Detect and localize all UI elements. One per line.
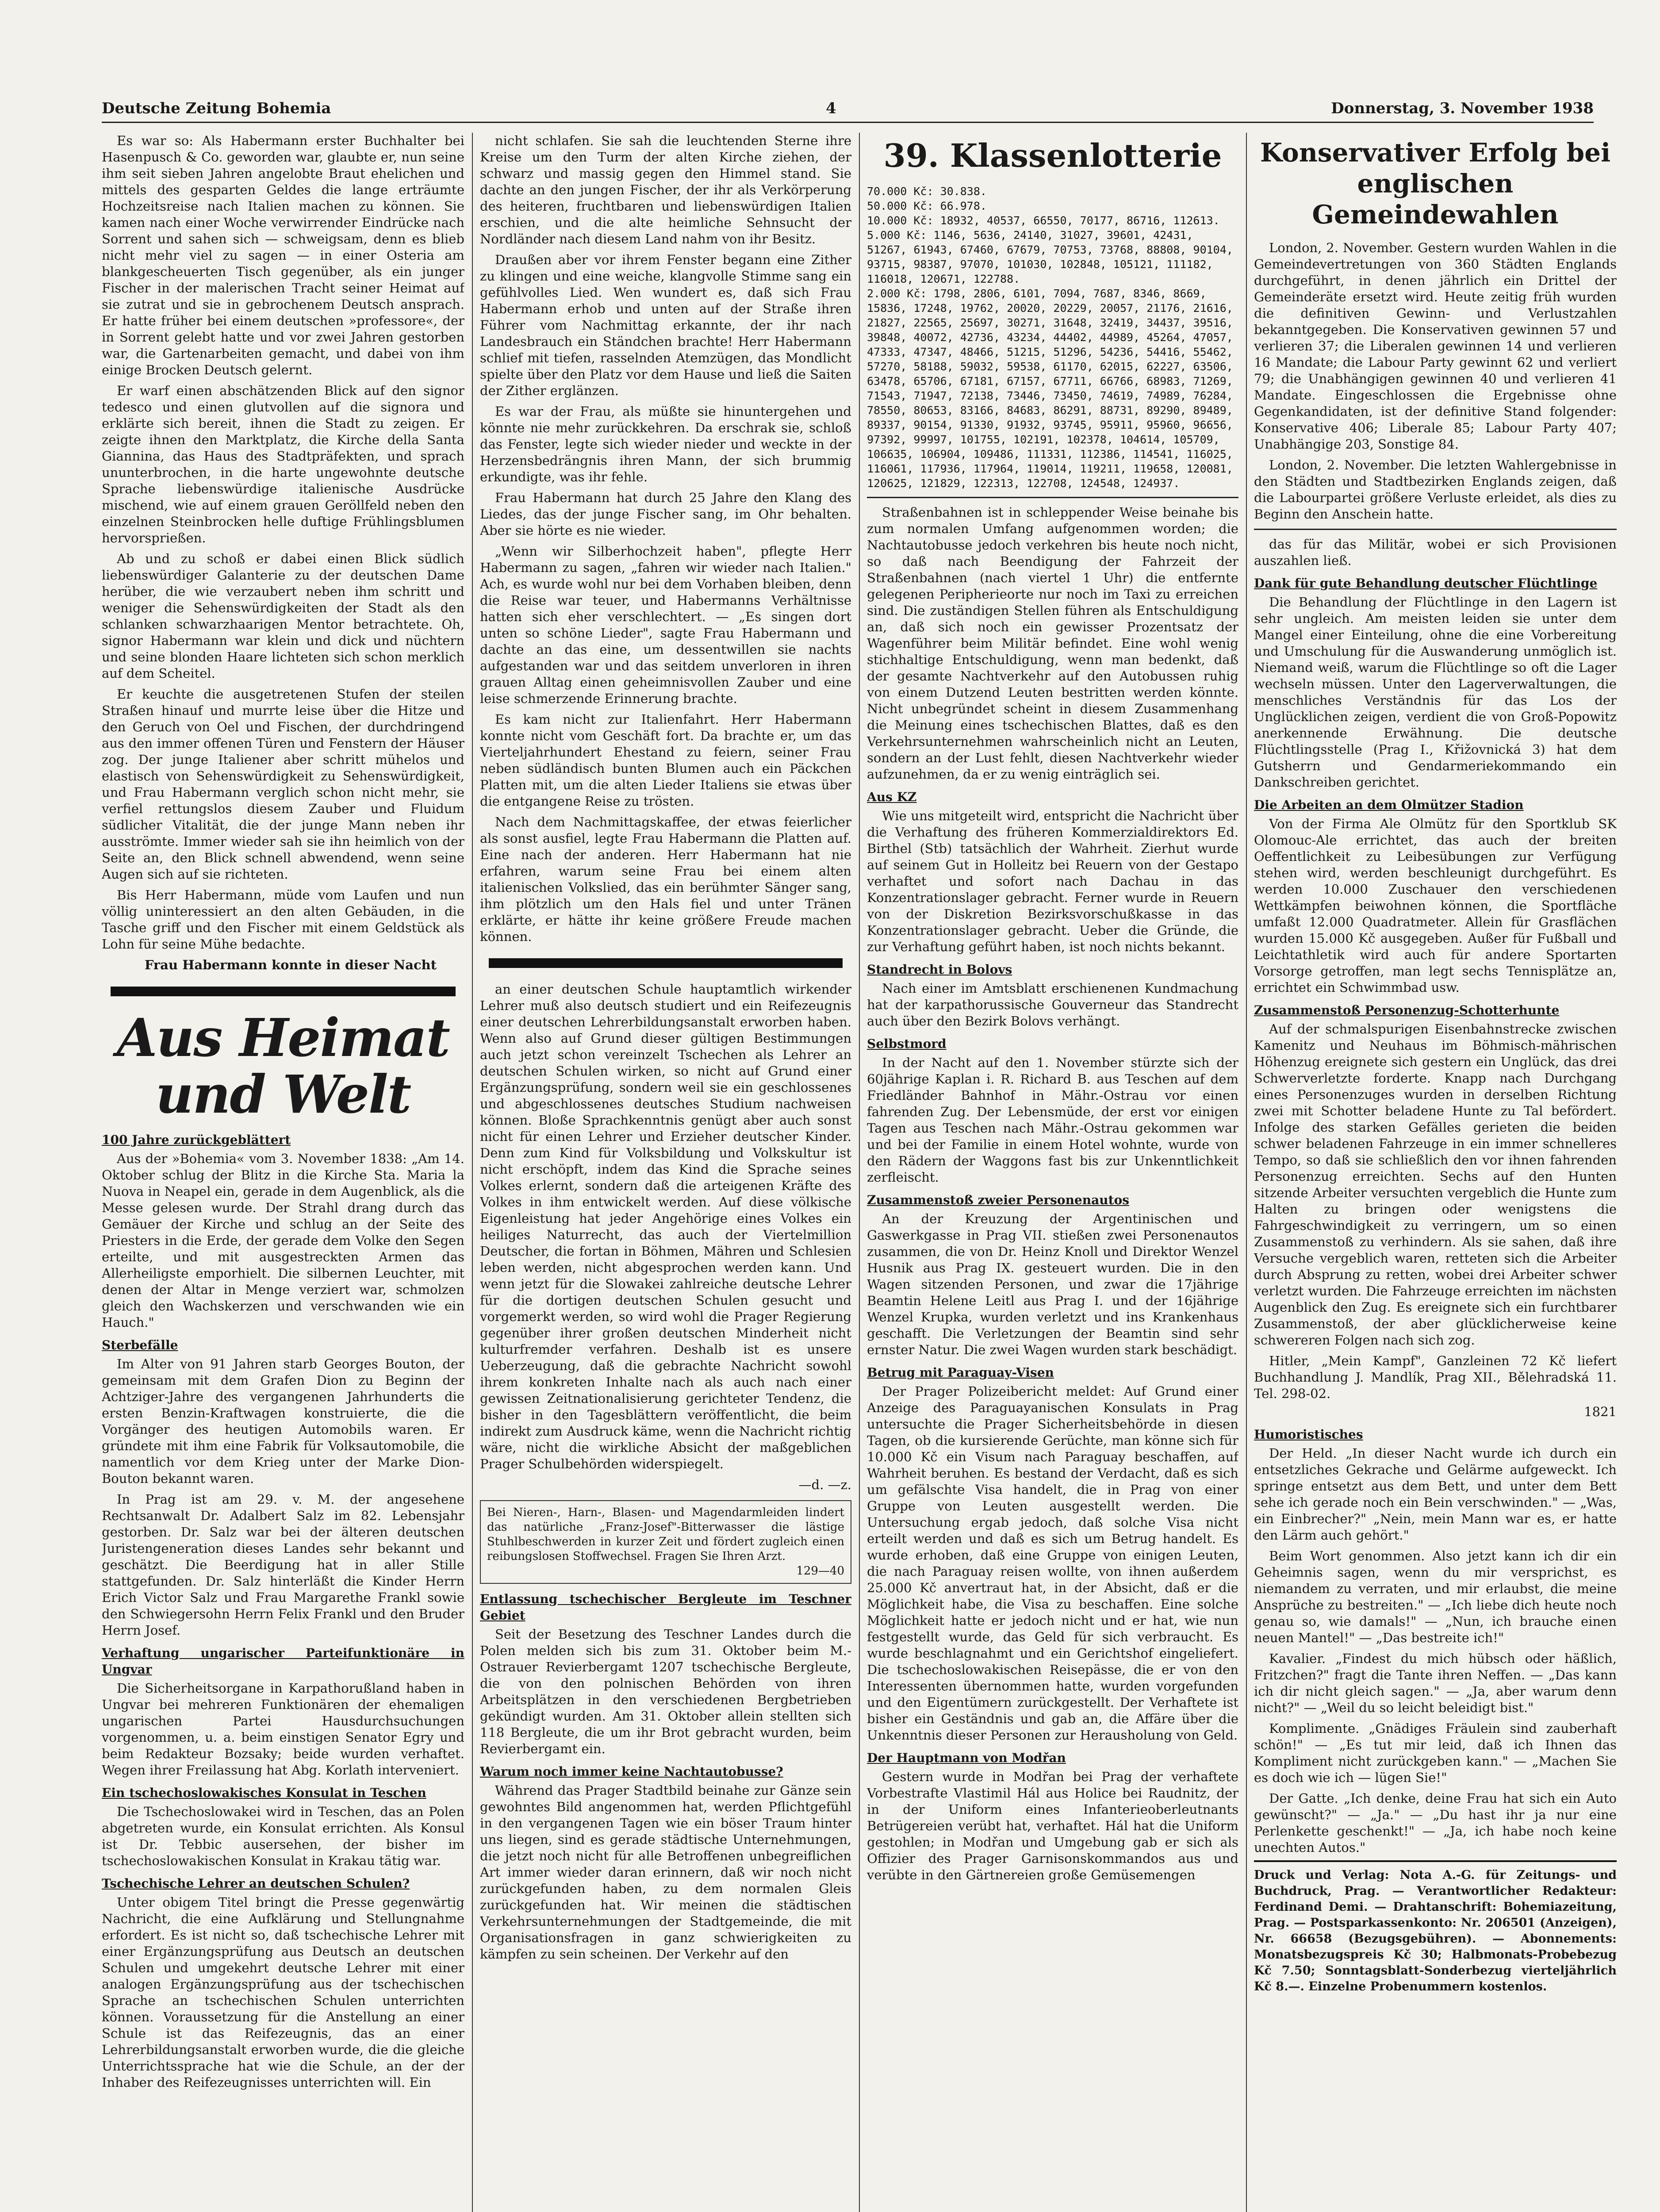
lottery-row: 5.000 Kč: 1146, 5636, 24140, 31027, 39601, 42431, 51267, 61943, 67460, 67679, 70753, 73768, 88808, 90104, 93715, 98387, 97070, 101030, 102848, 105121, 111182, 116018, 120671, 122788. (867, 229, 1233, 285)
article-text: Aus der »Bohemia« vom 3. November 1838: „Am 14. Oktober schlug der Blitz in die Kirche Sta. Maria la Nuova in Neapel ein, gerade in dem Augenblick, als die Messe gelesen wurde. Der Strahl drang durch das Gemäuer der Kirche und schlug an der Seite des Priesters in die Erde, der gerade dem Volke den Segen erteilte, und mit ausgestreckten Armen das Allerheiligste emporhielt. Die silbernen Leuchter, mit denen der Altar in Menge verziert war, schmolzen gleich den Wachskerzen und verschwanden wie ein Hauch." (102, 1151, 464, 1330)
article-subhead: Warum noch immer keine Nachtautobusse? (480, 1764, 783, 1779)
article-subhead: Zusammenstoß Personenzug-Schotterhunte (1254, 1003, 1560, 1018)
article-subhead: Aus KZ (867, 790, 917, 804)
article-subhead: Zusammenstoß zweier Personenautos (867, 1193, 1130, 1207)
article-subhead: Verhaftung ungarischer Parteifunktionäre in Ungvar (102, 1646, 464, 1677)
article-text: Unter obigem Titel bringt die Presse gegenwärtig Nachricht, die eine Aufklärung und Stellungnahme erfordert. Es ist nicht so, daß tschechische Lehrer mit einer Ergänzungsprüfung aus Deutsch an deutschen Schulen und umgekehrt deutsche Lehrer mit einer analogen Ergänzungsprüfung aus der tschechischen Sprache an tschechischen Schulen unterrichten können. Voraussetzung für die Anstellung an einer Schule ist das Reifezeugnis, das an einer Lehrerbildungsanstalt erworben wurde, die die gleiche Unterrichtssprache hat wie die Schule, an der der Inhaber des Reifezeugnisses unterrichten will. Ein (102, 1895, 464, 2090)
article-text: In Prag ist am 29. v. M. der angesehene Rechtsanwalt Dr. Adalbert Salz im 82. Lebensjahr gestorben. Dr. Salz war bei der älteren deutschen Juristengeneration dieses Landes sehr bekannt und geschätzt. Die Beerdigung hat in aller Stille stattgefunden. Dr. Salz hinterläßt die Kinder Herrn Erich Victor Salz und Frau Margarethe Frankl sowie den Schwiegersohn Herrn Felix Frankl und den Bruder Herrn Josef. (102, 1492, 464, 1638)
article-text: Während das Prager Stadtbild beinahe zur Gänze sein gewohntes Bild angenommen hat, werden Pflichtgefühl in den vergangenen Tagen wie ein böser Traum hinter uns liegen, sind es gerade städtische Unternehmungen, die jetzt noch nicht für alle Betroffenen unbegreiflichen Art immer wieder daran erinnern, daß wir noch nicht zurückgefunden haben, zu dem normalen Gleis zurückgefunden hat. Wir meinen die städtischen Verkehrsunternehmungen der Stadtgemeinde, die mit Organisationsfragen in ganz schwierigkeiten zu kämpfen zu sein scheinen. Der Verkehr auf den (480, 1783, 851, 1962)
article-text: London, 2. November. Die letzten Wahlergebnisse in den Städten und Stadtbezirken Englands zeigen, daß die Labourpartei größere Verluste erleidet, als dies zu Beginn den Anschein hatte. (1254, 457, 1617, 522)
article-subhead: Standrecht in Bolovs (867, 962, 1012, 977)
story-paragraph: Frau Habermann hat durch 25 Jahre den Klang des Liedes, das der junge Fischer sang, im Ohr behalten. Aber sie hörte es nie wieder. (480, 490, 851, 538)
article-text: Im Alter von 91 Jahren starb Georges Bouton, der gemeinsam mit dem Grafen Dion zu Beginn der Achtziger-Jahre des vergangenen Jahrhunderts die ersten Benzin-Kraftwagen konstruierte, die die Vorgänger des heutigen Automobils waren. Er gründete mit ihm eine Fabrik für Volksautomobile, die namentlich vor dem Krieg unter der Marke Dion-Bouton bekannt waren. (102, 1356, 464, 1486)
humor-text: Komplimente. „Gnädiges Fräulein sind zauberhaft schön!" — „Es tut mir leid, daß ich Ihnen das Kompliment nicht zurückgeben kann." — „Machen Sie es doch wie ich — lügen Sie!" (1254, 1721, 1617, 1785)
column-divider (1246, 133, 1247, 2212)
section-divider (1254, 529, 1617, 530)
article-text: An der Kreuzung der Argentinischen und Gaswerkgasse in Prag VII. stießen zwei Personenautos zusammen, die von Dr. Heinz Knoll und Direktor Wenzel Husnik aus Prag IX. gesteuert wurden. Die in den Wagen sitzenden Personen, und zwar die 17jährige Beamtin Helene Leitl aus Prag I. und der 16jährige Wenzel Krupka, wurden verletzt und ins Krankenhaus geschafft. Die Verletzungen der Beamtin sind sehr ernster Natur. Die zwei Wagen wurden stark beschädigt. (867, 1211, 1238, 1357)
column-3 (867, 133, 1238, 2212)
column-1 (102, 133, 464, 2212)
ad-reference: 129—40 (796, 1564, 844, 1578)
paper-name: Deutsche Zeitung Bohemia (102, 100, 331, 117)
page-header (102, 95, 1594, 123)
article-text: London, 2. November. Gestern wurden Wahlen in die Gemeindevertretungen von 360 Städten Englands durchgeführt, in denen jährlich ein Drittel der Gemeinderäte ersetzt wird. Heute zeitig früh wurden die definitiven Gewinn- und Verlustzahlen bekanntgegeben. Die Konservativen gewinnen 57 und verlieren 37; die Liberalen gewinnen 14 und verlieren 16 Mandate; die Labour Party gewinnt 62 und verliert 79; die Unabhängigen gewinnen 40 und verlieren 41 Mandate. Eingeschlossen die Ergebnisse ohne Gegenkandidaten, ist der definitive Stand folgender: Konservative 406; Liberale 85; Labour Party 407; Unabhängige 203, Sonstige 84. (1254, 240, 1617, 452)
article-text: Die Behandlung der Flüchtlinge in den Lagern ist sehr ungleich. Am meisten leiden sie unter dem Mangel einer Einteilung, ohne die eine Vorbereitung und Umschulung für die Auswanderung unmöglich ist. Niemand weiß, warum die Flüchtlinge so oft die Lager wechseln müssen. Unter den Lagerverwaltungen, die menschliches Verständnis für das Los der Unglücklichen zeigen, verdient die von Groß-Popowitz anerkennende Erwähnung. Die deutsche Flüchtlingsstelle (Prag I., Křižovnická 3) hat dem Gutsherrn und Gendarmeriekommando ein Dankschreiben gerichtet. (1254, 595, 1617, 790)
humor-text: Der Gatte. „Ich denke, deine Frau hat sich ein Auto gewünscht?" — „Ja." — „Du hast ihr ja nur eine Perlenkette geschenkt!" — „Ja, ich habe noch keine unechten Autos." (1254, 1791, 1617, 1855)
story-paragraph: nicht schlafen. Sie sah die leuchtenden Sterne ihre Kreise um den Turm der alten Kirche ziehen, der schwarz und massig gegen den Himmel stand. Sie dachte an den jungen Fischer, der ihr als Verkörperung des heiteren, fruchtbaren und liebenswürdigen Italien erschien, und die alte heimliche Sehnsucht der Nordländer nach diesem Land nahm von ihr Besitz. (480, 133, 851, 246)
page-number: 4 (826, 100, 836, 117)
story-paragraph: Draußen aber vor ihrem Fenster begann eine Zither zu klingen und eine weiche, klangvolle Stimme sang ein gefühlvolles Lied. Wen wundert es, daß sich Frau Habermann erhob und unten auf der Straße ihren Führer vom Nachmittag erkannte, der ihr nach Landesbrauch ein Ständchen brachte! Herr Habermann schlief mit tiefen, rasselnden Atemzügen, das Mondlicht spielte über den Platz vor dem Hause und ließ die Saiten der Zither erglänzen. (480, 252, 851, 398)
story-paragraph: Er keuchte die ausgetretenen Stufen der steilen Straßen hinauf und murrte leise über die Hitze und den Geruch von Oel und Fischen, der durchdringend aus den immer offenen Türen und Fenstern der Häuser zog. Der junge Italiener aber schritt mühelos und elastisch von Sehenswürdigkeit zu Sehenswürdigkeit, und Frau Habermann verglich schon nicht mehr, sie verfiel rettungslos diesem Zauber und Fluidum südlicher Vitalität, die der junge Mann neben ihr ausströmte. Immer wieder sah sie ihn heimlich von der Seite an, den Blick schnell abwendend, wenn seine Augen sich auf sie richteten. (102, 687, 464, 882)
story-paragraph: „Wenn wir Silberhochzeit haben", pflegte Herr Habermann zu sagen, „fahren wir wieder nach Italien." Ach, es wurde wohl nur bei dem Vorhaben bleiben, denn die Reise war teuer, und Habermanns Verhältnisse hatten sich eher verschlechtert. — „Es singen dort unten so schöne Lieder", sagte Frau Habermann und dachte an das eine, um dessentwillen sie nachts aufgestanden war und das seitdem unverloren in ihren grauen Alltag einen geheimnisvollen Zauber und eine leise schmerzende Erinnerung brachte. (480, 544, 851, 706)
section-title: Aus Heimat und Welt (116, 1007, 450, 1125)
article-subhead: Die Arbeiten an dem Olmützer Stadion (1254, 798, 1524, 812)
column-4 (1254, 133, 1617, 2212)
humor-text: Kavalier. „Findest du mich hübsch oder häßlich, Fritzchen?" fragt die Tante ihren Neffen. — „Das kann ich dir nicht gleich sagen." — „Ja, aber warum denn nicht?" — „Weil du so leicht beleidigt bist." (1254, 1651, 1617, 1715)
advertisement (480, 1500, 851, 1584)
article-text: Die Tschechoslowakei wird in Teschen, das an Polen abgetreten wurde, ein Konsulat errichten. Als Konsul ist Dr. Tebbic ausersehen, der bisher im tschechoslowakischen Konsulat in Krakau tätig war. (102, 1804, 464, 1868)
lottery-title: 39. Klassenlotterie (883, 137, 1222, 174)
section-divider (111, 987, 456, 996)
lottery-results (867, 184, 1238, 491)
article-text: Die Sicherheitsorgane in Karpathorußland haben in Ungvar bei mehreren Funktionären der ehemaligen ungarischen Partei Hausdurchsuchungen vorgenommen, u. a. beim einstigen Senator Egry und beim Redakteur Bozsaky; beide wurden verhaftet. Wegen ihrer Freilassung hat Abg. Korlath interveniert. (102, 1681, 464, 1778)
story-paragraph: Es war der Frau, als müßte sie hinuntergehen und könnte nie mehr zurückkehren. Da erschrak sie, schloß das Fenster, legte sich wieder nieder und weckte in der Herzensbedrängnis ihren Mann, der sich brummig erkundigte, was ihr fehle. (480, 404, 851, 484)
article-subhead: Der Hauptmann von Modřan (867, 1751, 1066, 1765)
article-subhead: Dank für gute Behandlung deutscher Flüchtlinge (1254, 576, 1598, 591)
article-text: Auf der schmalspurigen Eisenbahnstrecke zwischen Kamenitz und Neuhaus im Böhmisch-mährischen Höhenzug ereignete sich gestern ein Unglück, das drei Schwerverletzte forderte. Knapp nach Durchgang eines Personenzuges wurden in derselben Richtung zwei mit Schotter beladene Hunte zu Tal befördert. Infolge des starken Gefälles gerieten die beiden schwer beladenen Fahrzeuge in ein immer schnelleres Tempo, so daß sie schließlich den vor ihnen fahrenden Personenzug erreichten. Sechs auf den Hunten sitzende Arbeiter versuchten vergeblich die Hunte zum Halten zu bringen oder wenigstens die Fahrgeschwindigkeit zu verringern, um so einen Zusammenstoß zu verhindern. Als sie sahen, daß ihre Versuche vergeblich waren, retteten sich die Arbeiter durch Absprung zu retten, wobei drei Arbeiter schwer verletzt wurden. Die Fahrzeuge erreichten im nächsten Augenblick den Zug. Es ereignete sich ein furchtbarer Zusammenstoß, der aber glücklicherweise keine schwereren Folgen nach sich zog. (1254, 1022, 1617, 1348)
article-subhead: Humoristisches (1254, 1427, 1363, 1442)
article-text: an einer deutschen Schule hauptamtlich wirkender Lehrer muß also deutsch studiert und ein Reifezeugnis einer deutschen Lehrerbildungsanstalt erworben haben. Wenn also auf Grund dieser gültigen Bestimmungen auch jetzt schon vereinzelt Tschechen als Lehrer an deutschen Schulen wirken, so nicht auf Grund einer Ergänzungsprüfung, sondern weil sie ein geschlossenes und abgeschlossenes deutsches Studium nachweisen können. Bloße Sprachkenntnis genügt aber auch sonst nicht für einen Lehrer und Erzieher deutscher Kinder. Denn zum Kind für Volksbildung und Volkskultur ist nicht erschöpft, indem das Kind die Sprache seines Volkes erlernt, sondern daß die arteigenen Kräfte des Volkes in ihm entwickelt werden. Auf diese völkische Eigenleistung hat jeder Angehörige eines Volkes ein heiliges Naturrecht, das auch der Viertelmillion Deutscher, die fortan in Böhmen, Mähren und Schlesien leben werden, nicht abgesprochen werden kann. Und wenn jetzt für die Slowakei zahlreiche deutsche Lehrer für die dortigen deutschen Schulen gesucht und vorgemerkt werden, so wird wohl die Prager Regierung gegenüber ihrer großen deutschen Minderheit nicht kulturfremder verfahren. Deshalb ist es unsere Ueberzeugung, daß die gebrachte Nachricht sowohl ihrem konkreten Inhalte nach als auch nach einer gewissen Zeitnationalisierung gerichteter Tendenz, die bisher in den Tagesblättern veröffentlicht, die beim indirekt zum Ausdruck käme, wenn die Nachricht richtig wäre, nicht die wirkliche Absicht der maßgeblichen Prager Schulbehörden widerspiegelt. (480, 982, 851, 1471)
article-text: Nach einer im Amtsblatt erschienenen Kundmachung hat der karpathorussische Gouverneur das Standrecht auch über den Bezirk Bolovs verhängt. (867, 981, 1238, 1029)
article-subhead: Betrug mit Paraguay-Visen (867, 1365, 1054, 1380)
story-paragraph: Bis Herr Habermann, müde vom Laufen und nun völlig uninteressiert an den alten Gebäuden, in die Tasche griff und den Fischer mit einem Geldstück als Lohn für seine Mühe bedachte. (102, 887, 464, 952)
lottery-row: 10.000 Kč: 18932, 40537, 66550, 70177, 86716, 112613. (867, 214, 1220, 227)
story-paragraph: Es kam nicht zur Italienfahrt. Herr Habermann konnte nicht vom Geschäft fort. Da brachte er, um das Vierteljahrhundert Ehestand zu feiern, seiner Frau neben südländisch bunten Blumen auch ein Päckchen Platten mit, um die alten Lieder Italiens sie etwas über die entgangene Reise zu trösten. (480, 712, 851, 809)
story-paragraph: Es war so: Als Habermann erster Buchhalter bei Hasenpusch & Co. geworden war, glaubte er, nun seine ihm seit sieben Jahren angelobte Braut ehelichen und mittels des gesparten Geldes die lange erträumte Hochzeitsreise nach Italien machen zu können. Sie kamen nach einer Woche verwirrender Eindrücke nach Sorrent und sahen sich — schweigsam, denn es blieb nicht mehr viel zu sagen — in einer Osteria am blankgescheuerten Tisch gegenüber, als ein junger Fischer in der malerischen Tracht seiner Heimat auf sie zutrat und sie in gebrochenem Deutsch ansprach. Er hatte früher bei einem deutschen »professore«, der in Sorrent gelebt hatte und vor zwei Jahren gestorben war, die Gartenarbeiten gemacht, und dabei von ihm einige Brocken Deutsch gelernt. (102, 133, 464, 377)
article-text: Wie uns mitgeteilt wird, entspricht die Nachricht über die Verhaftung des früheren Kommerzialdirektors Ed. Birthel (Stb) tatsächlich der Wahrheit. Zierhut wurde auf seinem Gut in Holleitz bei Reuern von der Gestapo verhaftet und sofort nach Dachau in das Konzentrationslager gebracht. Ferner wurde in Reuern von der Diskretion Bezirksvorschußkasse in das Konzentrationslager gebracht. Ueber die Gründe, die zur Verhaftung geführt haben, ist noch nichts bekannt. (867, 808, 1238, 954)
article-text: In der Nacht auf den 1. November stürzte sich der 60jährige Kaplan i. R. Richard B. aus Teschen auf dem Friedländer Bahnhof in Mähr.-Ostrau vor einen fahrenden Zug. Der Lebensmüde, der erst vor einigen Tagen aus Teschen nach Mähr.-Ostrau gekommen war und bei der Familie in einem Hotel wohnte, wurde von den Rädern der Waggons fast bis zur Unkenntlichkeit zerfleischt. (867, 1055, 1238, 1185)
article-subhead: 100 Jahre zurückgeblättert (102, 1133, 291, 1147)
lottery-row: 50.000 Kč: 66.978. (867, 200, 987, 212)
article-text: Straßenbahnen ist in schleppender Weise beinahe bis zum normalen Umfang aufgenommen worden; die Nachtautobusse jedoch verkehren bis heute noch nicht, so daß nach Beendigung der Fahrzeit der Straßenbahnen (nach viertel 1 Uhr) die entfernte gelegenen Peripherieorte nur noch im Taxi zu erreichen sind. Die zuständigen Stellen führen als Entschuldigung an, daß sich noch ein gewisser Prozentsatz der Wagenführer beim Militär befindet. Eine wohl wenig stichhaltige Entschuldigung, wenn man bedenkt, daß der gesamte Nachtverkehr auf den Autobussen ruhig von einem Dutzend Leuten bestritten werden könnte. Nicht unbegründet scheint in diesem Zusammenhang die Meinung eines tschechischen Blattes, daß es den Verkehrsunternehmen wahrscheinlich nicht an Leuten, sondern an der Lust fehlt, diesen Nachtverkehr wieder aufzunehmen, da er zu wenig einträglich sei. (867, 505, 1238, 782)
article-text: Gestern wurde in Modřan bei Prag der verhaftete Vorbestrafte Vlastimil Hál aus Holice bei Raudnitz, der in der Uniform eines Infanterieoberleutnants Betrügereien verübt hat, verhaftet. Hál hat die Uniform gestohlen; in Modřan und Umgebung gab er sich als Offizier des Prager Garnisonskommandos aus und verübte in den Gärtnereien große Gemüsemengen (867, 1769, 1238, 1882)
article-text: das für das Militär, wobei er sich Provisionen auszahlen ließ. (1254, 537, 1617, 568)
section-divider (867, 497, 1238, 498)
article-subhead: Sterbefälle (102, 1338, 178, 1352)
section-divider (489, 958, 843, 968)
article-subhead: Tschechische Lehrer an deutschen Schulen? (102, 1876, 410, 1891)
article-text: Der Prager Polizeibericht meldet: Auf Grund einer Anzeige des Paraguayanischen Konsulats in Prag untersuchte die Prager Sicherheitsbehörde in diesen Tagen, ob die kursierende Gerüchte, man könne sich für 10.000 Kč ein Visum nach Paraguay beschaffen, auf Wahrheit beruhen. Es bestand der Verdacht, daß es sich um gefälschte Visa handelt, die in Prag von einer Gruppe von Leuten ausgestellt werden. Die Untersuchung ergab jedoch, daß solche Visa nicht erteilt werden und daß es sich um Betrug handelt. Es wurde erhoben, daß eine Gruppe von einigen Leuten, die nach Paraguay reisen wollte, von ihnen außerdem 25.000 Kč anvertraut hat, in der Absicht, daß er die Möglichkeit habe, die Visa zu beschaffen. Eine solche Möglichkeit hatte er jedoch nicht und er hat, wie nun festgestellt wurde, das Geld für sich verbraucht. Es wurde beschlagnahmt und ein Gerichtshof eingeliefert. Die tschechoslowakischen Reisepässe, die er von den Interessenten übernommen hatte, wurden vorgefunden und den Eigentümern zurückgestellt. Der Verhaftete ist bisher ein Geständnis und gab an, die Affäre über die Unkenntnis dieser Personen zur Herausholung von Geld. (867, 1384, 1238, 1743)
article-subhead: Ein tschechoslowakisches Konsulat in Teschen (102, 1786, 426, 1800)
story-paragraph: Er warf einen abschätzenden Blick auf den signor tedesco und einen glutvollen auf die signora und erklärte sich bereit, ihnen die Stadt zu zeigen. Er zeigte ihnen den Marktplatz, die Kirche della Santa Giannina, das Haus des Stadtpräfekten, und sprach ununterbrochen, in die harte ungewohnte deutsche Sprache liebenswürdige italienische Ausdrücke mischend, wie auf einem grauen Geröllfeld neben den einzelnen Steinbrocken helle duftige Frühlingsblumen hervorsprießen. (102, 383, 464, 545)
humor-text: Beim Wort genommen. Also jetzt kann ich dir ein Geheimnis sagen, wenn du mir versprichst, es niemandem zu verraten, und mir erlaubst, die meine Ansprüche zu bestreiten." — „Ich liebe dich heute noch genau so, wie damals!" — „Nun, ich brauche einen neuen Mantel!" — „Das bestreite ich!" (1254, 1548, 1617, 1645)
ad-reference: 1821 (1584, 1404, 1617, 1419)
humor-text: Der Held. „In dieser Nacht wurde ich durch ein entsetzliches Gekrache und Gelärme aufgeweckt. Ich springe entsetzt aus dem Bett, und unter dem Bett sehe ich gerade noch ein Bein verschwinden." — „Was, ein Einbrecher?" „Nein, mein Mann war es, er hatte den Lärm auch gehört." (1254, 1446, 1617, 1543)
ad-text: Bei Nieren-, Harn-, Blasen- und Magendarmleiden lindert das natürliche „Franz-Josef"-Bitterwasser die lästige Stuhlbeschwerden in kurzer Zeit und fördert zugleich einen reibungslosen Stoffwechsel. Fragen Sie Ihren Arzt. (487, 1506, 844, 1563)
column-divider (472, 133, 473, 2212)
imprint: Druck und Verlag: Nota A.-G. für Zeitungs- und Buchdruck, Prag. — Verantwortlicher Redakteur: Ferdinand Demi. — Drahtanschrift: Bohemiazeitung, Prag. — Postsparkassenkonto: Nr. 206501 (Anzeigen), Nr. 66658 (Bezugsgebühren). — Abonnements: Monatsbezugspreis Kč 30; Halbmonats-Probebezug Kč 7.50; Sonntagsblatt-Sonderbezug vierteljährlich Kč 8.—. Einzelne Probenummern kostenlos. (1254, 1860, 1617, 1995)
story-paragraph: Nach dem Nachmittagskaffee, der etwas feierlicher als sonst ausfiel, legte Frau Habermann die Platten auf. Eine nach der anderen. Herr Habermann hat nie erfahren, warum seine Frau bei einem alten italienischen Volkslied, das ein berühmter Sänger sang, ihm plötzlich um den Hals fiel und unter Tränen erklärte, er hätte ihr keine größere Freude machen können. (480, 814, 851, 944)
story-paragraph: Frau Habermann konnte in dieser Nacht (144, 957, 437, 972)
story-paragraph: Ab und zu schoß er dabei einen Blick südlich liebenswürdiger Galanterie zu der deutschen Dame herüber, die wie verzaubert neben ihm schritt und weniger die Sehenswürdigkeiten der Stadt als den schlanken schwarzhaarigen Mentor betrachtete. Oh, signor Habermann war klein und dick und nüchtern und seine blonden Haare lichteten sich schon merklich auf dem Scheitel. (102, 551, 464, 681)
article-title: Konservativer Erfolg bei englischen Gemeindewahlen (1260, 138, 1611, 230)
lottery-row: 2.000 Kč: 1798, 2806, 6101, 7094, 7687, 8346, 8669, 15836, 17248, 19762, 20020, 20229, 20057, 21176, 21616, 21827, 22565, 25697, 30271, 31648, 32419, 34437, 39516, 39848, 40072, 42736, 43234, 44402, 44989, 45264, 47057, 47333, 47347, 48466, 51215, 51296, 54236, 54416, 55462, 57270, 58188, 59032, 59538, 61170, 62015, 62227, 63506, 63478, 65706, 67181, 67157, 67711, 66766, 68983, 71269, 71543, 71947, 72138, 73446, 73450, 74619, 74989, 76284, 78550, 80653, 83166, 84683, 86291, 88731, 89290, 89489, 89337, 90154, 91330, 91932, 93745, 95911, 95960, 96656, 97392, 99997, 101755, 102191, 102378, 104614, 105709, 106635, 106904, 109486, 111331, 112386, 114541, 116025, 116061, 117936, 117964, 119014, 119211, 119658, 120081, 120625, 121829, 122313, 122708, 124548, 124937. (867, 287, 1233, 490)
book-ad: Hitler, „Mein Kampf", Ganzleinen 72 Kč liefert Buchhandlung J. Mandlík, Prag XII., Bělehradská 11. Tel. 298-02. (1254, 1353, 1617, 1401)
column-divider (859, 133, 860, 2212)
article-signature: —d. —z. (798, 1477, 851, 1492)
article-text: Von der Firma Ale Olmütz für den Sportklub SK Olomouc-Ale errichtet, das auch der breiten Oeffentlichkeit zu Leibesübungen zur Verfügung stehen wird, werden beschleunigt durchgeführt. Es werden 10.000 Zuschauer den verschiedenen Wettkämpfen beiwohnen können, die Sportfläche umfaßt 12.000 Quadratmeter. Allein für Grasflächen wurden 15.000 Kč ausgegeben. Außer für Fußball und Leichtathletik wird auch für andere Sportarten Vorsorge getroffen, man legt sechs Tennisplätze an, errichtet ein Schwimmbad usw. (1254, 816, 1617, 995)
article-subhead: Selbstmord (867, 1037, 947, 1051)
issue-date: Donnerstag, 3. November 1938 (1331, 100, 1594, 117)
article-subhead: Entlassung tschechischer Bergleute im Teschner Gebiet (480, 1592, 851, 1623)
article-text: Seit der Besetzung des Teschner Landes durch die Polen melden sich bis zum 31. Oktober beim M.-Ostrauer Revierbergamt 1207 tschechische Bergleute, die von den polnischen Behörden von ihren Arbeitsplätzen in den verschiedenen Bergbetrieben gekündigt wurden. Am 31. Oktober allein stellten sich 118 Bergleute, die um ihr Brot gebracht wurden, beim Revierbergamt ein. (480, 1627, 851, 1756)
lottery-row: 70.000 Kč: 30.838. (867, 185, 987, 198)
column-2 (480, 133, 851, 2212)
